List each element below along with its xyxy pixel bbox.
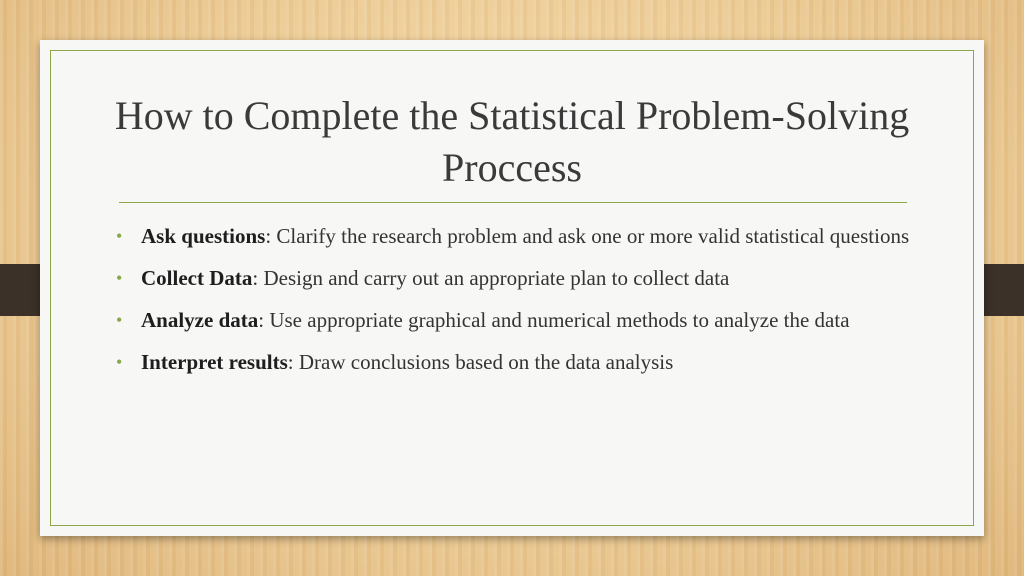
bullet-text: Clarify the research problem and ask one or more valid statistical questions xyxy=(271,224,910,248)
bullet-dot-icon: • xyxy=(116,310,123,330)
bullet-analyze-data xyxy=(116,306,916,335)
bullet-separator: : xyxy=(287,350,294,374)
bullet-list xyxy=(116,222,916,390)
bullet-term: Interpret results xyxy=(141,350,288,374)
bullet-term: Collect Data xyxy=(141,266,253,290)
bullet-text: Use appropriate graphical and numerical methods to analyze the data xyxy=(264,308,850,332)
bullet-term: Ask questions xyxy=(141,224,266,248)
bullet-separator: : xyxy=(265,224,272,248)
bullet-term: Analyze data xyxy=(141,308,259,332)
bullet-dot-icon: • xyxy=(116,352,123,372)
slide-card xyxy=(40,40,984,536)
title-divider xyxy=(119,202,907,203)
bullet-text: Draw conclusions based on the data analysis xyxy=(293,350,674,374)
bullet-separator: : xyxy=(258,308,265,332)
bullet-dot-icon: • xyxy=(116,226,123,246)
bullet-separator: : xyxy=(252,266,259,290)
bullet-text: Design and carry out an appropriate plan to collect data xyxy=(258,266,730,290)
bullet-interpret-results xyxy=(116,348,916,377)
bullet-collect-data xyxy=(116,264,916,293)
slide-title: How to Complete the Statistical Problem-Solving Proccess xyxy=(114,93,910,190)
bullet-dot-icon: • xyxy=(116,268,123,288)
bullet-ask-questions xyxy=(116,222,916,251)
